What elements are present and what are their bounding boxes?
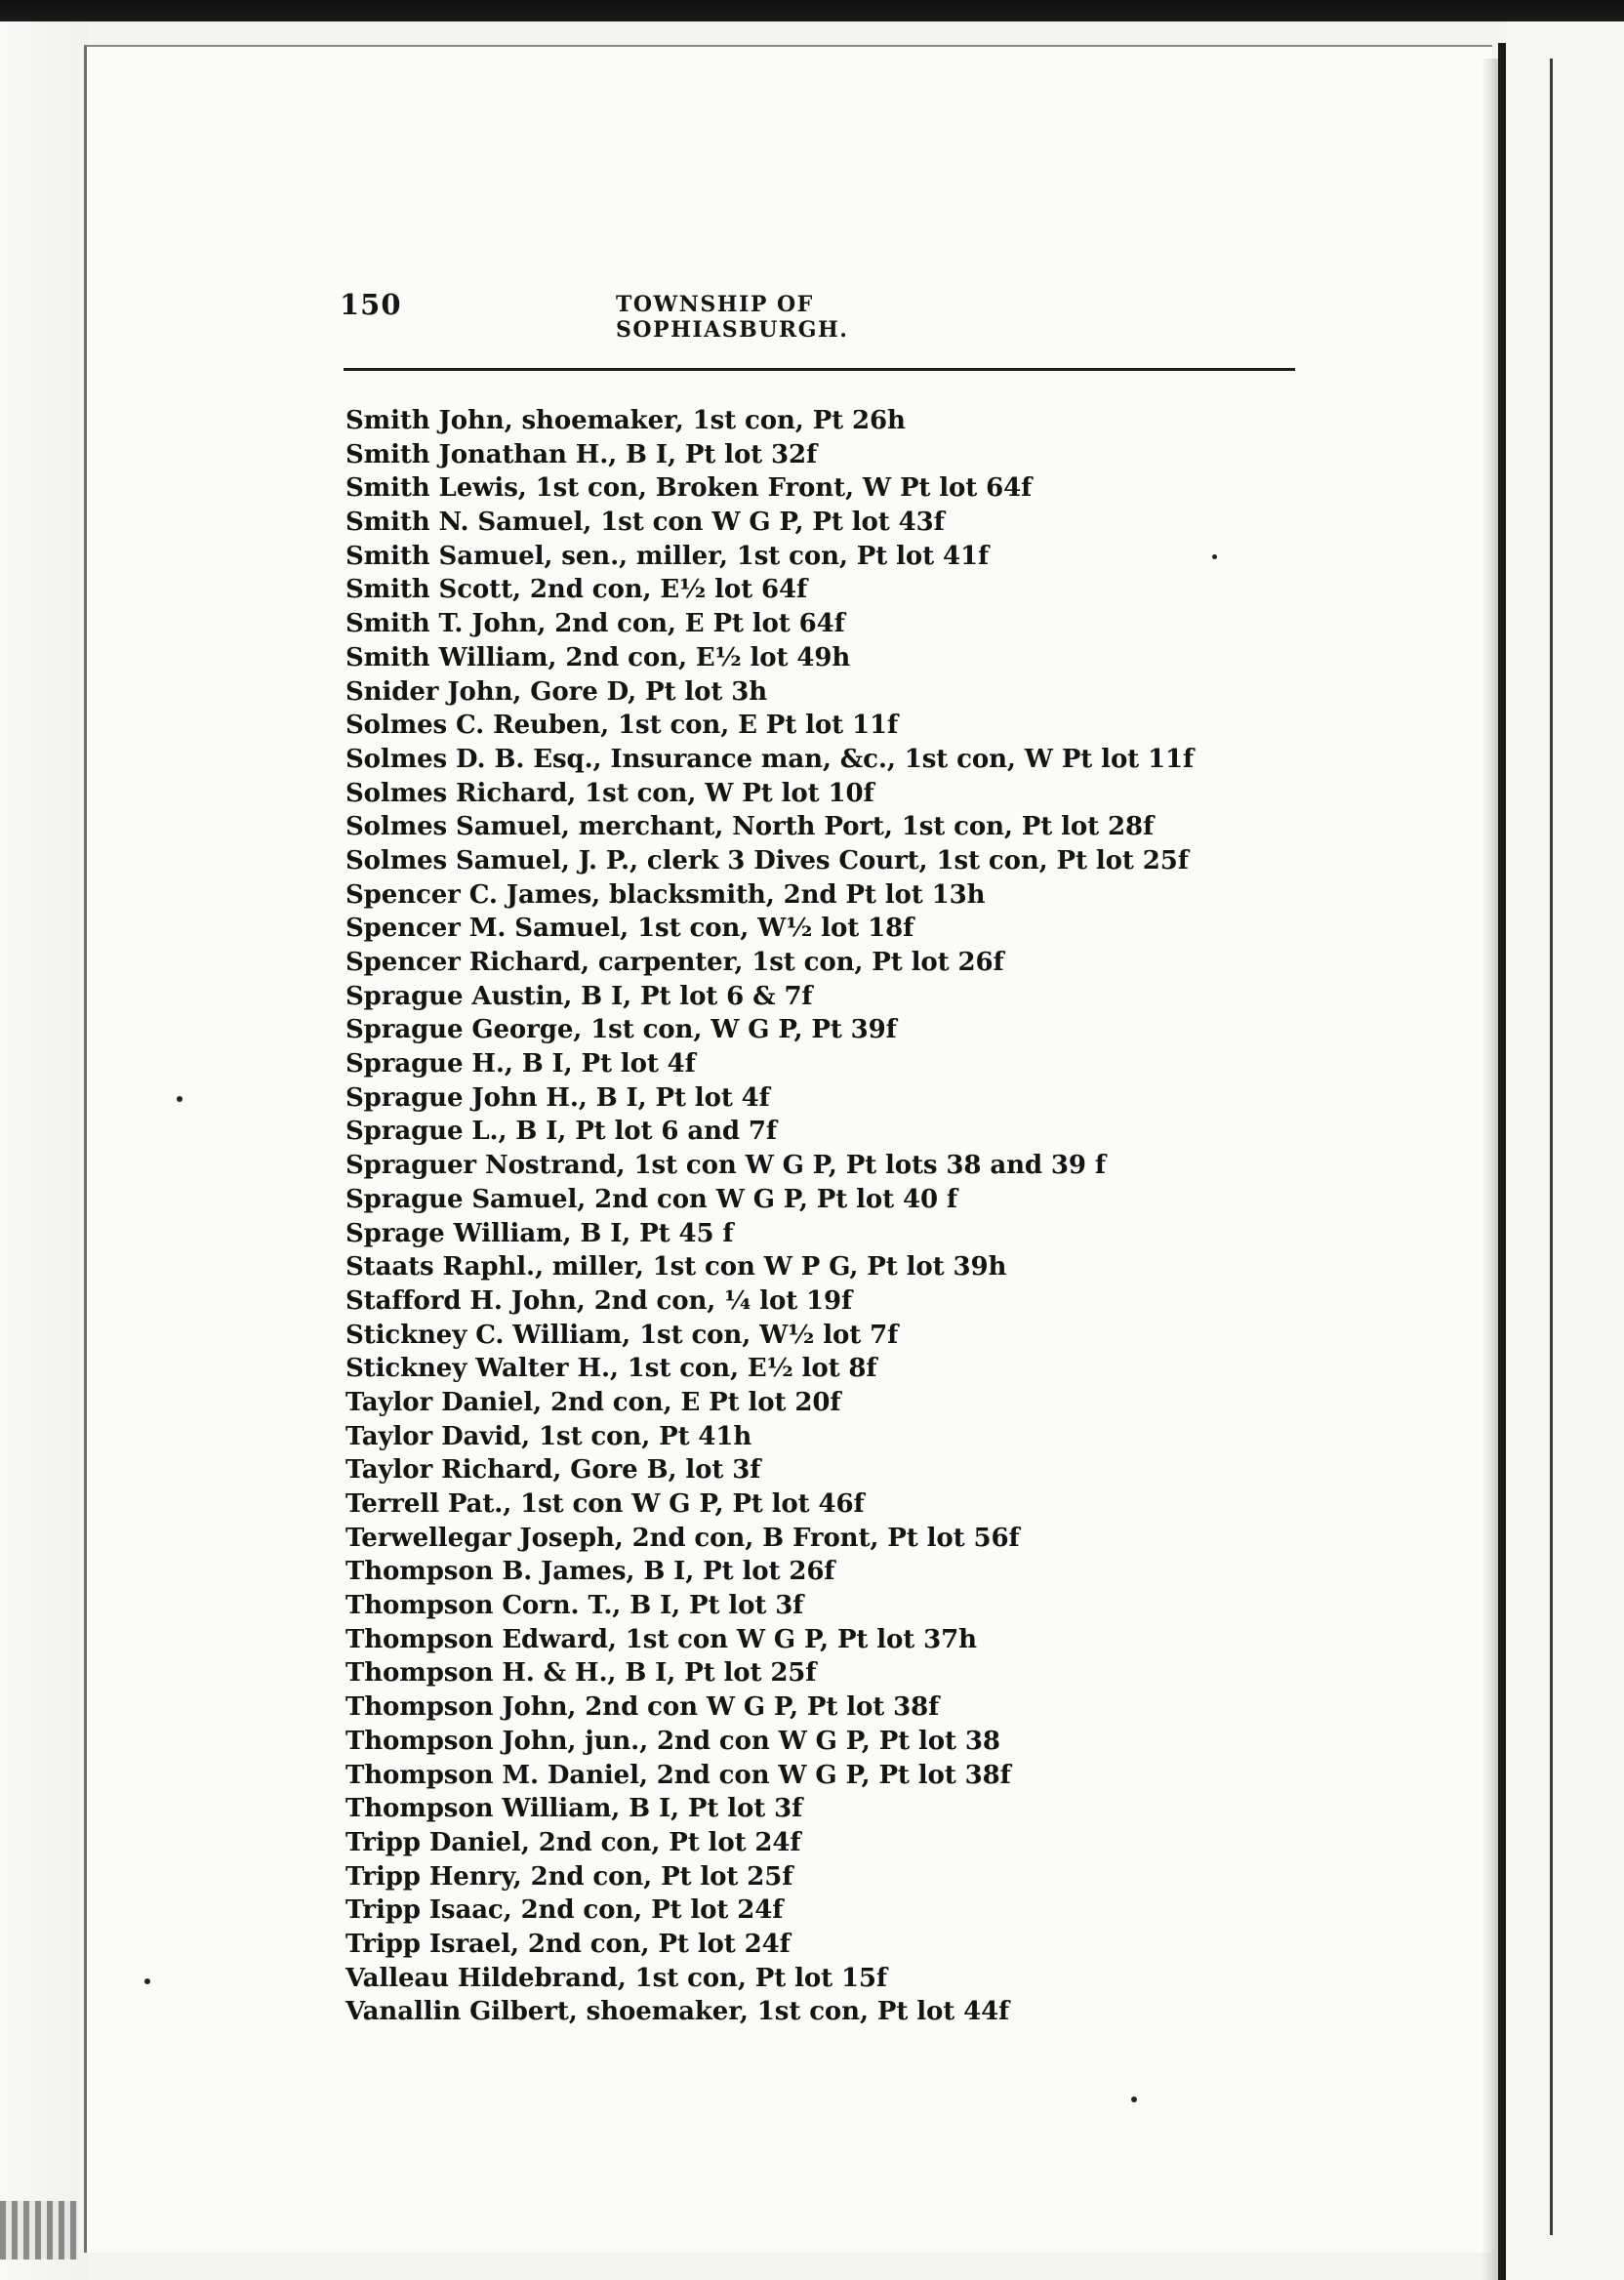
directory-entry: Sprague H., B I, Pt lot 4f bbox=[345, 1049, 696, 1079]
header-rule bbox=[344, 368, 1295, 371]
directory-entry: Tripp Isaac, 2nd con, Pt lot 24f bbox=[345, 1895, 784, 1926]
directory-entry: Smith T. John, 2nd con, E Pt lot 64f bbox=[345, 609, 845, 639]
ink-speck bbox=[1131, 2097, 1137, 2102]
directory-entry: Sprague John H., B I, Pt lot 4f bbox=[345, 1082, 770, 1113]
directory-entry: Thompson John, jun., 2nd con W G P, Pt lot 38 bbox=[345, 1726, 1000, 1756]
directory-entry: Smith John, shoemaker, 1st con, Pt 26h bbox=[345, 406, 906, 435]
page-number: 150 bbox=[340, 288, 402, 321]
directory-entry: Tripp Israel, 2nd con, Pt lot 24f bbox=[345, 1929, 791, 1959]
directory-entry: Sprague L., B I, Pt lot 6 and 7f bbox=[345, 1117, 777, 1147]
directory-entry: Valleau Hildebrand, 1st con, Pt lot 15f bbox=[345, 1963, 888, 1993]
directory-entry: Taylor Richard, Gore B, lot 3f bbox=[345, 1455, 761, 1486]
directory-entry: Thompson Corn. T., B I, Pt lot 3f bbox=[345, 1591, 804, 1621]
directory-entry: Spencer M. Samuel, 1st con, W½ lot 18f bbox=[345, 914, 914, 944]
directory-entry: Thompson M. Daniel, 2nd con W G P, Pt lot 38f bbox=[345, 1760, 1011, 1790]
ink-speck bbox=[177, 1096, 183, 1102]
directory-entry: Thompson H. & H., B I, Pt lot 25f bbox=[345, 1658, 817, 1689]
directory-entry: Tripp Henry, 2nd con, Pt lot 25f bbox=[345, 1861, 793, 1892]
directory-entry: Solmes Samuel, merchant, North Port, 1st con, Pt lot 28f bbox=[345, 812, 1155, 842]
directory-entry: Sprague Samuel, 2nd con W G P, Pt lot 40 f bbox=[345, 1184, 958, 1214]
directory-entry: Solmes Richard, 1st con, W Pt lot 10f bbox=[345, 778, 874, 808]
directory-entry: Thompson William, B I, Pt lot 3f bbox=[345, 1794, 803, 1824]
directory-entry: Taylor Daniel, 2nd con, E Pt lot 20f bbox=[345, 1387, 841, 1417]
directory-entry: Smith William, 2nd con, E½ lot 49h bbox=[345, 642, 851, 672]
directory-entry: Stafford H. John, 2nd con, ¼ lot 19f bbox=[345, 1285, 853, 1316]
directory-entry: Spencer Richard, carpenter, 1st con, Pt lot 26f bbox=[345, 948, 1004, 977]
directory-entry: Spraguer Nostrand, 1st con W G P, Pt lots 38 and 39 f bbox=[345, 1151, 1106, 1181]
directory-entry: Terwellegar Joseph, 2nd con, B Front, Pt lot 56f bbox=[345, 1523, 1020, 1553]
directory-entry: Tripp Daniel, 2nd con, Pt lot 24f bbox=[345, 1827, 801, 1857]
directory-entry: Staats Raphl., miller, 1st con W P G, Pt lot 39h bbox=[345, 1252, 1007, 1282]
book-spine bbox=[1498, 43, 1506, 2280]
directory-entry: Solmes C. Reuben, 1st con, E Pt lot 11f bbox=[345, 711, 899, 741]
directory-entry: Spencer C. James, blacksmith, 2nd Pt lot 13h bbox=[345, 879, 986, 910]
directory-entry: Solmes D. B. Esq., Insurance man, &c., 1st con, W Pt lot 11f bbox=[345, 744, 1195, 774]
directory-list bbox=[345, 404, 1273, 2029]
directory-entry: Sprage William, B I, Pt 45 f bbox=[345, 1218, 734, 1248]
directory-entry: Sprague Austin, B I, Pt lot 6 & 7f bbox=[345, 981, 813, 1011]
directory-entry: Stickney Walter H., 1st con, E½ lot 8f bbox=[345, 1354, 877, 1384]
facing-page-rule bbox=[1550, 59, 1553, 2235]
sheet-left-margin bbox=[0, 21, 88, 2280]
directory-entry: Smith N. Samuel, 1st con W G P, Pt lot 43f bbox=[345, 508, 945, 538]
directory-entry: Taylor David, 1st con, Pt 41h bbox=[345, 1421, 752, 1451]
directory-entry: Smith Lewis, 1st con, Broken Front, W Pt lot 64f bbox=[345, 473, 1033, 504]
directory-entry: Solmes Samuel, J. P., clerk 3 Dives Court, 1st con, Pt lot 25f bbox=[345, 845, 1189, 875]
directory-entry: Smith Scott, 2nd con, E½ lot 64f bbox=[345, 575, 808, 605]
page-title: TOWNSHIP OF SOPHIASBURGH. bbox=[616, 292, 849, 343]
spine-shadow bbox=[1482, 59, 1499, 2280]
ink-speck bbox=[144, 1978, 150, 1984]
directory-entry: Smith Samuel, sen., miller, 1st con, Pt lot 41f bbox=[345, 541, 990, 571]
directory-entry: Smith Jonathan H., B I, Pt lot 32f bbox=[345, 439, 818, 469]
running-head bbox=[340, 288, 1042, 343]
directory-entry: Thompson Edward, 1st con W G P, Pt lot 37h bbox=[345, 1624, 977, 1654]
directory-entry: Sprague George, 1st con, W G P, Pt 39f bbox=[345, 1015, 897, 1045]
directory-entry: Thompson John, 2nd con W G P, Pt lot 38f bbox=[345, 1692, 940, 1723]
facing-page-edge bbox=[1506, 21, 1624, 2280]
directory-entry: Thompson B. James, B I, Pt lot 26f bbox=[345, 1557, 835, 1587]
directory-entry: Snider John, Gore D, Pt lot 3h bbox=[345, 676, 768, 707]
directory-entry: Vanallin Gilbert, shoemaker, 1st con, Pt lot 44f bbox=[345, 1997, 1010, 2027]
directory-entry: Terrell Pat., 1st con W G P, Pt lot 46f bbox=[345, 1489, 865, 1519]
directory-entry: Stickney C. William, 1st con, W½ lot 7f bbox=[345, 1320, 899, 1350]
scan-artifact bbox=[0, 2201, 78, 2260]
